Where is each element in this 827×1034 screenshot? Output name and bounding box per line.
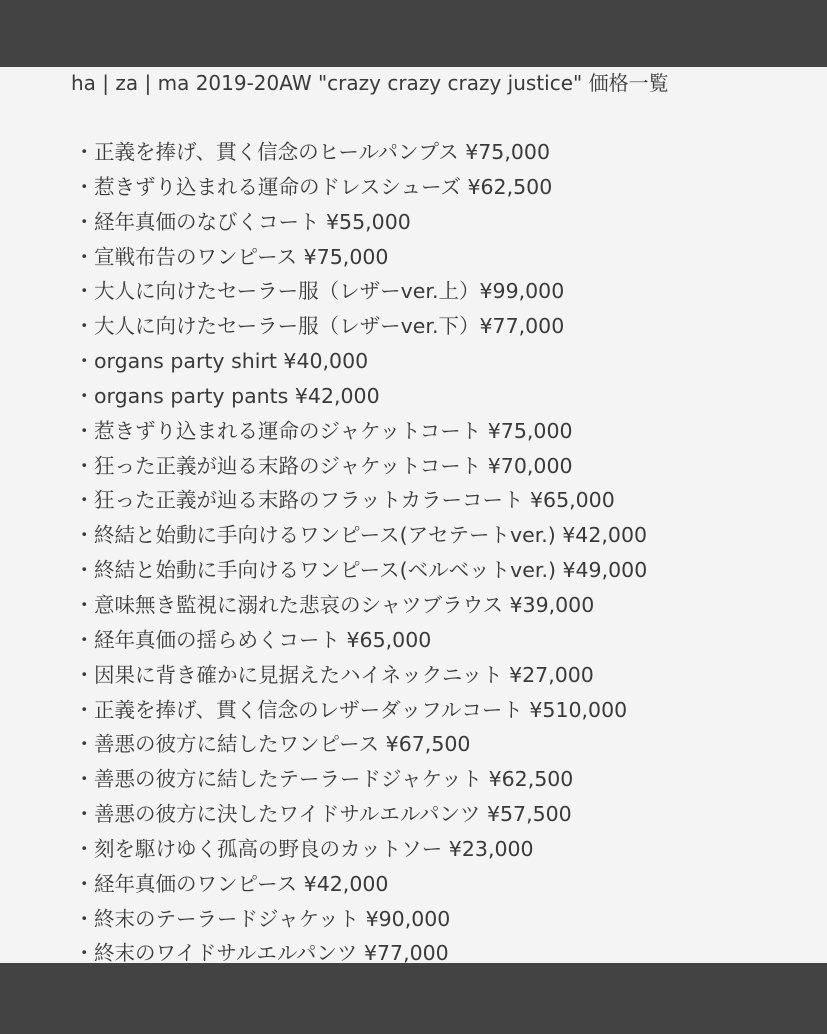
price-list-item [74, 275, 647, 310]
bullet-mark: ・ [74, 488, 95, 513]
bottom-letterbox-bar [0, 963, 827, 1034]
price-list-item [74, 833, 647, 868]
price-list-item [74, 728, 647, 763]
item-text: 経年真価の揺らめくコート ¥65,000 [94, 627, 432, 652]
bullet-mark: ・ [74, 732, 95, 757]
price-list-item [74, 380, 647, 415]
price-list-item [74, 694, 647, 729]
item-text: 正義を捧げ、貫く信念のヒールパンプス ¥75,000 [94, 140, 550, 164]
item-text: 宣戦布告のワンピース ¥75,000 [94, 244, 389, 269]
bullet-mark: ・ [74, 871, 95, 896]
item-text: 大人に向けたセーラー服（レザーver.上）¥99,000 [94, 279, 565, 304]
bullet-mark: ・ [74, 906, 95, 931]
bullet-mark: ・ [74, 244, 95, 269]
item-text: 狂った正義が辿る末路のジャケットコート ¥70,000 [94, 453, 573, 478]
price-list-item [74, 241, 647, 276]
bullet-mark: ・ [74, 523, 95, 548]
item-text: 終末のワイドサルエルパンツ ¥77,000 [94, 941, 449, 963]
price-list-item [74, 903, 647, 938]
item-text: 終末のテーラードジャケット ¥90,000 [94, 906, 451, 931]
item-text: 刻を駆けゆく孤高の野良のカットソー ¥23,000 [94, 836, 534, 861]
price-list-item [74, 763, 647, 798]
price-list-item [74, 136, 647, 171]
item-text: 善悪の彼方に結したワンピース ¥67,500 [94, 732, 471, 757]
item-text: 経年真価のなびくコート ¥55,000 [94, 209, 411, 234]
item-text: 因果に背き確かに見据えたハイネックニット ¥27,000 [94, 662, 594, 687]
bullet-mark: ・ [74, 802, 95, 827]
bullet-mark: ・ [74, 941, 95, 963]
bullet-mark: ・ [74, 697, 95, 722]
price-list-item [74, 206, 647, 241]
bullet-mark: ・ [74, 279, 95, 304]
price-list-item [74, 659, 647, 694]
item-text: 終結と始動に手向けるワンピース(アセテートver.) ¥42,000 [94, 523, 648, 548]
item-text: 終結と始動に手向けるワンピース(ベルベットver.) ¥49,000 [94, 558, 648, 583]
item-text: organs party pants ¥42,000 [94, 383, 380, 408]
item-text: 経年真価のワンピース ¥42,000 [94, 871, 389, 896]
bullet-mark: ・ [74, 383, 95, 408]
price-list-item [74, 937, 647, 963]
item-text: 正義を捧げ、貫く信念のレザーダッフルコート ¥510,000 [94, 697, 628, 722]
price-list [74, 136, 647, 963]
item-text: 意味無き監視に溺れた悲哀のシャツブラウス ¥39,000 [94, 592, 595, 617]
item-text: 惹きずり込まれる運命のジャケットコート ¥75,000 [94, 418, 573, 443]
bullet-mark: ・ [74, 418, 95, 443]
page-title: ha | za | ma 2019-20AW "crazy crazy crazy justice" 価格一覧 [71, 71, 669, 95]
price-list-item [74, 519, 647, 554]
top-letterbox-bar [0, 0, 827, 67]
item-text: 狂った正義が辿る末路のフラットカラーコート ¥65,000 [94, 488, 615, 513]
item-text: 大人に向けたセーラー服（レザーver.下）¥77,000 [94, 314, 565, 339]
bullet-mark: ・ [74, 209, 95, 234]
bullet-mark: ・ [74, 174, 95, 199]
price-list-item [74, 624, 647, 659]
price-list-item [74, 554, 647, 589]
price-list-item [74, 484, 647, 519]
bullet-mark: ・ [74, 140, 95, 164]
bullet-mark: ・ [74, 767, 95, 792]
price-list-item [74, 171, 647, 206]
bullet-mark: ・ [74, 627, 95, 652]
item-text: 善悪の彼方に決したワイドサルエルパンツ ¥57,500 [94, 802, 572, 827]
price-list-item [74, 589, 647, 624]
item-text: 善悪の彼方に結したテーラードジャケット ¥62,500 [94, 767, 574, 792]
bullet-mark: ・ [74, 453, 95, 478]
price-list-item [74, 798, 647, 833]
note-page [0, 67, 827, 963]
price-list-item [74, 450, 647, 485]
bullet-mark: ・ [74, 349, 95, 374]
bullet-mark: ・ [74, 314, 95, 339]
price-list-item [74, 415, 647, 450]
bullet-mark: ・ [74, 662, 95, 687]
item-text: 惹きずり込まれる運命のドレスシューズ ¥62,500 [94, 174, 553, 199]
item-text: organs party shirt ¥40,000 [94, 349, 369, 374]
price-list-item [74, 868, 647, 903]
bullet-mark: ・ [74, 592, 95, 617]
bullet-mark: ・ [74, 836, 95, 861]
price-list-item [74, 310, 647, 345]
price-list-item [74, 345, 647, 380]
bullet-mark: ・ [74, 558, 95, 583]
